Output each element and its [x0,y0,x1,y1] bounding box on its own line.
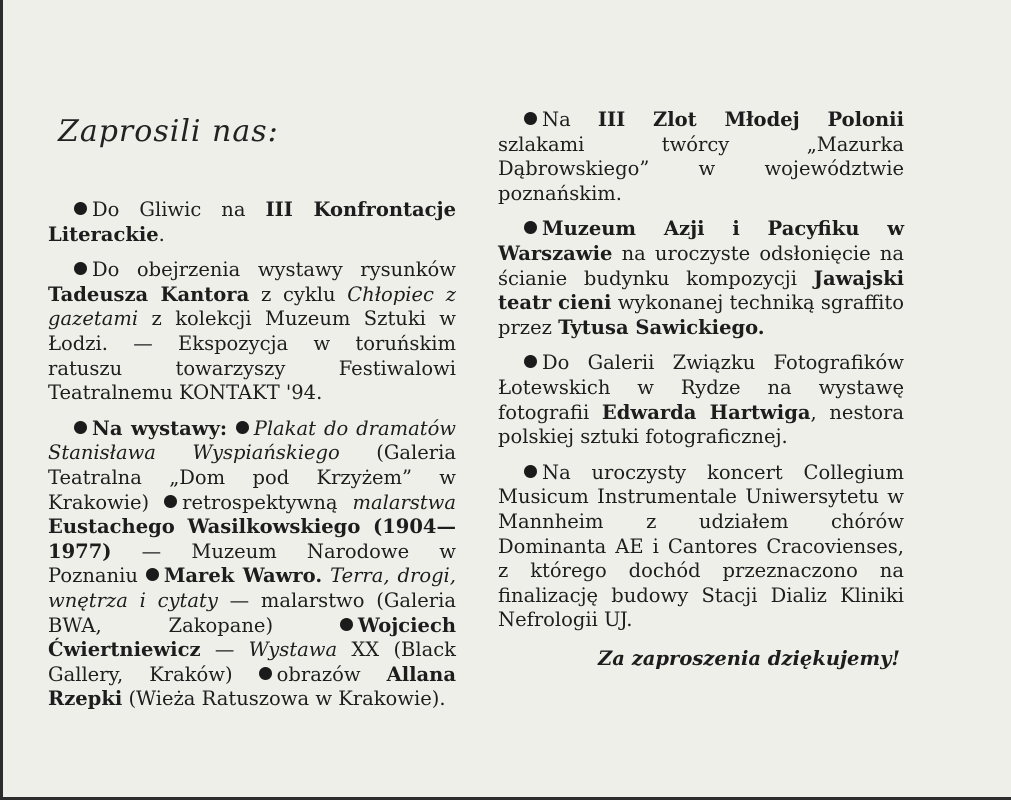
entry-text: Do obejrzenia wystawy rysunków [92,258,456,282]
artist-name: Wojciech Ćwiertniewicz [48,613,456,662]
institution-name: Muzeum Azji i Pacyfiku w Warszawie [498,217,904,265]
entry-text: Do Gliwic na [92,198,266,221]
entry-exhibitions [48,417,456,712]
artist-name: Tytusa Sawickiego. [558,315,765,339]
bullet-icon [236,421,249,434]
entry-riga [498,351,904,449]
entry-text: Do Galerii Związku Fotografików Łotewskich w Rydze na wystawę fotografii [498,351,904,424]
thanks-note: Za zaproszenia dziękujemy! [598,646,900,670]
entry-text: szlakami twórcy „Mazurka Dąbrowskiego” w województwie poznańskim. [498,132,904,205]
bullet-icon [524,355,537,368]
bullet-icon [164,495,177,508]
entry-text: na uroczyste odsłonięcie na ścianie budynku kompozycji [498,241,904,290]
entry-text: (Wieża Ratuszowa w Krakowie). [122,687,446,711]
entry-text: obrazów [276,662,387,686]
entry-title: III Zlot Młodej Polonii [597,108,904,131]
bullet-icon [146,568,159,581]
entry-text: z kolekcji Muzeum Sztuki w Łodzi. — Ekspozycja w toruńskim ratuszu towarzyszy Festiwalowi Teatralnemu KONTAKT '94. [48,307,456,405]
entry-text: retrospektywną [182,490,353,514]
artist-name: Marek Wawro. [163,564,323,588]
entry-museum-asia [498,217,904,340]
entry-text: , nestora polskiej sztuki fotograficznej. [498,400,904,449]
entry-text: wykonanej techniką sgraffito przez [498,291,904,339]
artist-name: Edwarda Hartwiga [601,400,811,424]
artist-name: Eustachego Wasilkowskiego (1904—1977) [48,515,456,563]
entry-gliwice [48,198,456,247]
work-title: Plakat do dramatów Stanisława Wyspiańskiego [48,416,456,465]
bullet-icon [74,202,87,215]
entry-text: Na [542,108,598,131]
left-column [48,0,456,723]
section-heading: Zaprosili nas: [58,114,279,149]
bullet-icon [524,465,537,478]
entry-text: . [158,222,165,246]
entry-text: XX (Black Gallery, Kraków) [48,638,456,686]
entry-polonia [498,108,904,206]
artist-name: Allana Rzepki [48,662,456,711]
work-title: Chłopiec z gazetami [48,282,456,331]
work-title: Jawajski teatr cieni [498,266,904,315]
right-column [498,0,904,682]
artist-name: Tadeusza Kantora [48,282,250,306]
entry-text: (Galeria Teatralna „Dom pod Krzyżem” w Krakowie) [48,441,456,514]
work-title: Wystawa [248,638,338,662]
entry-text [322,564,330,587]
entry-concert [498,461,904,633]
entry-text: z cyklu [249,282,348,306]
entry-title: III Konfrontacje Literackie [48,198,456,246]
bullet-icon [524,221,537,234]
bullet-icon [340,618,353,631]
entry-text: Na uroczysty koncert Collegium Musicum Instrumentale Uniwersytetu w Mannheim z udziałem chórów Dominanta AE i Cantores Cracovienses, z którego dochód przeznaczono na finalizację budowy Stacji Dializ Kliniki Nefrologii UJ. [498,460,904,632]
entry-text: — malarstwo (Galeria BWA, Zakopane) [48,588,456,637]
work-title: Terra, drogi, wnętrza i cytaty [48,564,456,612]
bullet-icon [74,262,87,275]
bullet-icon [74,421,87,434]
left-border [0,0,3,800]
work-title: malarstwa [352,490,456,514]
bullet-icon [259,667,272,680]
entry-text: — Muzeum Narodowe w Poznaniu [48,539,456,588]
entry-kantor [48,258,456,406]
entry-text: — [200,638,249,662]
entry-lead: Na wystawy: [92,416,236,440]
bullet-icon [524,112,537,125]
